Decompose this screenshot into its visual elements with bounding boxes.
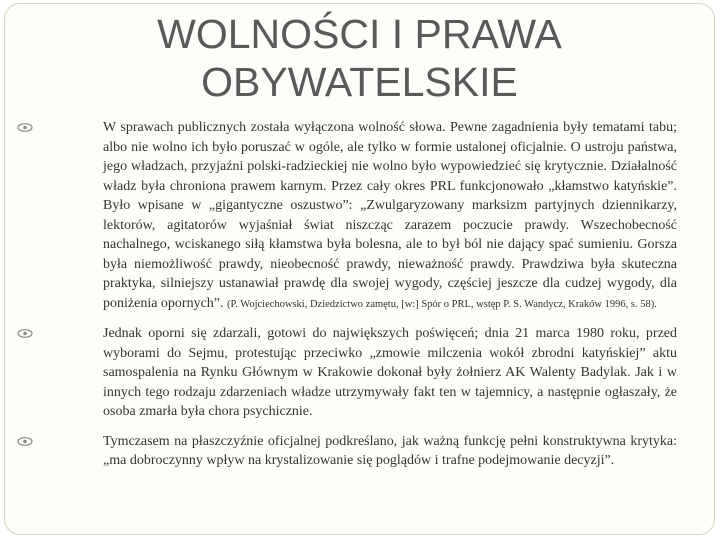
bullet-text-2: Jednak oporni się zdarzali, gotowi do największych poświęceń; dnia 21 marca 1980 roku, przed wyborami do Sejmu, protestując przeciwko „zmowie milczenia wokół zbrodni katyńskiej” aktu samospalenia na Rynku Głównym w Krakowie dokonał były żołnierz AK Walenty Badylak. Jak i w innych tego rodzaju zdarzeniach władze utrzymywały fakt ten w tajemnicy, a następnie ogłaszały, że osoba zmarła była chora psychicznie. (103, 326, 677, 419)
bullet-text-3: Tymczasem na płaszczyźnie oficjalnej podkreślano, jak ważną funkcję pełni konstruktywna krytyka: „ma dobroczynny wpływ na krystalizowanie się poglądów i trafne podejmowanie decyzji”. (103, 433, 677, 468)
eye-bullet-icon (17, 329, 33, 338)
title-line-1: WOLNOŚCI I PRAWA (157, 11, 562, 57)
bullet-item-2 (17, 324, 677, 422)
bullet-item-1 (17, 118, 677, 314)
slide-content (17, 118, 677, 481)
bullet-text-1: W sprawach publicznych została wyłączona wolność słowa. Pewne zagadnienia były tematami tabu; albo nie wolno ich było poruszać w ogóle, ale tylko w formie ustalonej oficjalnie. O ustroju państwa, jego władzach, przyjaźni polski-radzieckiej nie wolno było wypowiedzieć się krytycznie. Działalność władz była chroniona prawem karnym. Przez cały okres PRL funkcjonowało „kłamstwo katyńskie”. Było wpisane w „gigantyczne oszustwo”: „Zwulgaryzowany marksizm partyjnych dziennikarzy, lektorów, agitatorów wyjaśniał świat niszcząc zarazem poczucie prawdy. Wszechobecność nachalnego, wciskanego siłą kłamstwa była bolesna, ale to był ból nie dający spać sumieniu. Gorsza była niemożliwość prawdy, nieobecność prawdy, nieważność prawdy. Prawdziwa była skuteczna praktyka, silniejszy ustanawiał prawdę dla swojej wygody, częściej jeszcze dla cudzej wygody, dla poniżenia opornych”. (103, 120, 677, 311)
citation: (P. Wojciechowski, Dziedzictwo zamętu, [w:] Spór o PRL, wstęp P. S. Wandycz, Kraków 1996, s. 58). (227, 298, 657, 310)
eye-bullet-icon (17, 437, 33, 446)
slide-frame (4, 3, 715, 535)
eye-bullet-icon (17, 123, 33, 132)
bullet-item-3 (17, 432, 677, 471)
title-line-2: OBYWATELSKIE (201, 59, 518, 105)
slide-title (5, 10, 714, 106)
